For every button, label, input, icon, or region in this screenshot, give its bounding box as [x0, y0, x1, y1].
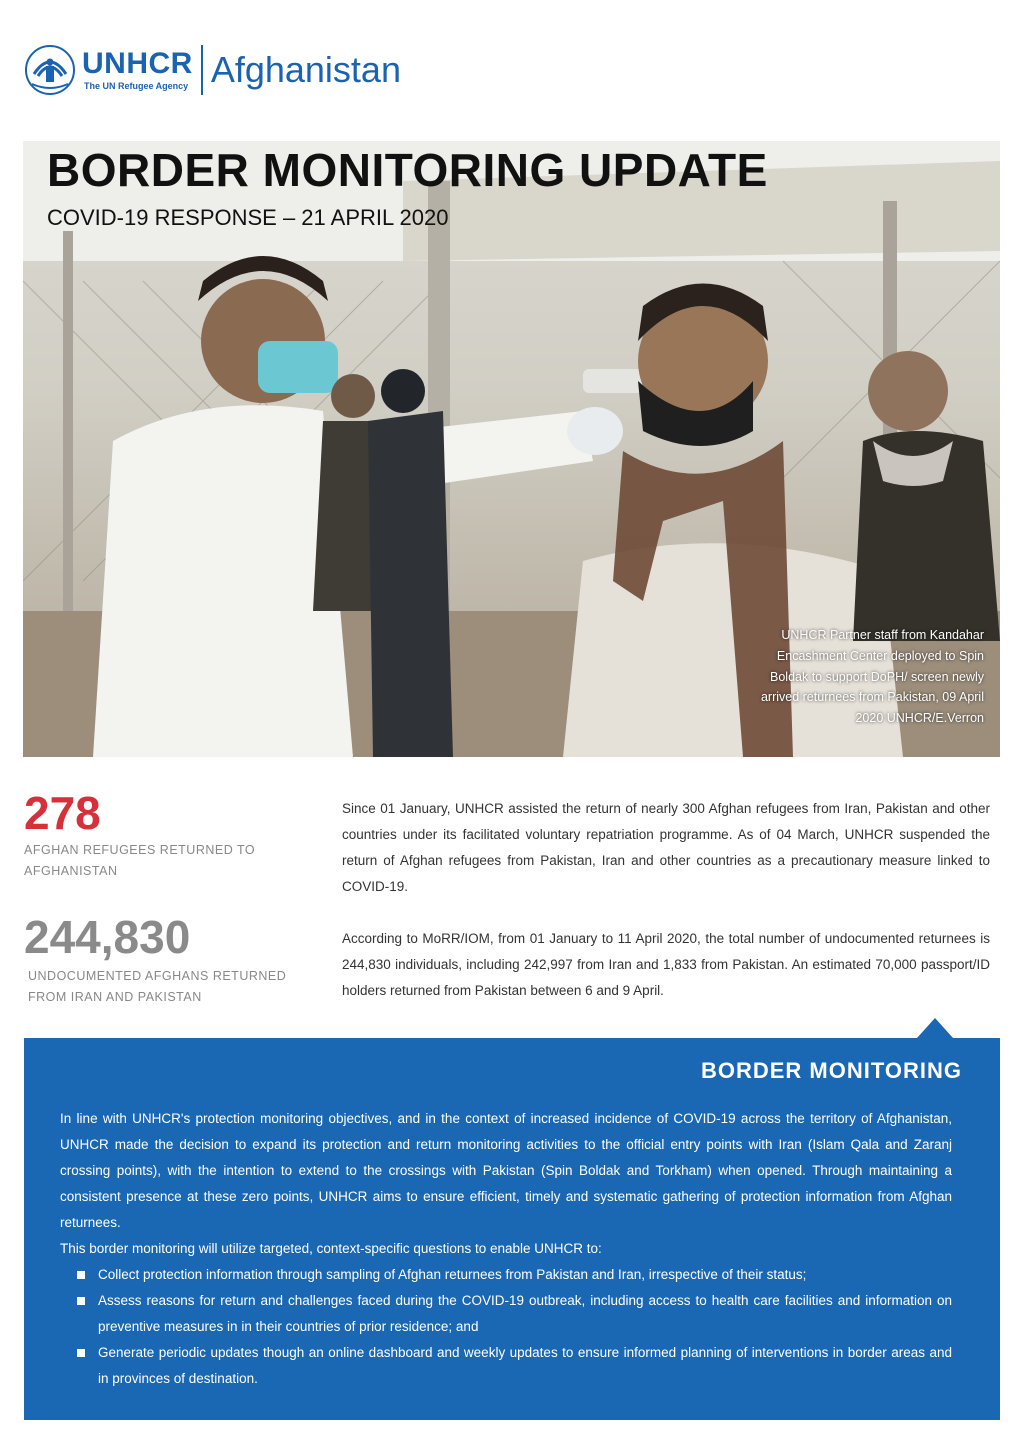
- country-name: Afghanistan: [210, 49, 401, 90]
- border-monitoring-section: [24, 1038, 1000, 1420]
- brand-tagline: The UN Refugee Agency: [84, 81, 189, 91]
- list-item: [60, 1288, 952, 1340]
- section-title: BORDER MONITORING: [700, 1058, 962, 1083]
- page-subtitle: COVID-19 RESPONSE – 21 APRIL 2020: [47, 205, 449, 230]
- list-item: [60, 1340, 952, 1392]
- list-item-text: Collect protection information through sampling of Afghan returnees from Pakistan and Iran, irrespective of their status;: [98, 1267, 807, 1282]
- intro-paragraph: Since 01 January, UNHCR assisted the return of nearly 300 Afghan refugees from Iran, Pakistan and other countries under its facilitated voluntary repatriation programme. As of 04 March, UNHCR suspended the return of Afghan refugees from Pakistan, Iran and other countries as a precautionary measure linked to COVID-19.: [342, 801, 990, 894]
- intro-paragraph: According to MoRR/IOM, from 01 January to 11 April 2020, the total number of undocumented returnees is 244,830 individuals, including 242,997 from Iran and 1,833 from Pakistan. An estimated 70,000 passport/ID holders returned from Pakistan between 6 and 9 April.: [342, 931, 990, 998]
- unhcr-emblem-icon: [24, 44, 76, 96]
- stat-undocumented-returned-value: 244,830: [24, 911, 191, 963]
- logo-divider: [201, 45, 203, 95]
- square-bullet-icon: [77, 1271, 85, 1279]
- list-item: [60, 1262, 952, 1288]
- square-bullet-icon: [77, 1349, 85, 1357]
- section-paragraph: In line with UNHCR's protection monitoring objectives, and in the context of increased incidence of COVID-19 across the territory of Afghanistan, UNHCR made the decision to expand its protection and return monitoring activities to the official entry points with Iran (Islam Qala and Zaranj crossing points), with the intention to extend to the crossings with Pakistan (Spin Boldak and Torkham) when opened. Through maintaining a consistent presence at these zero points, UNHCR aims to ensure efficient, timely and systematic gathering of protection information from Afghan returnees.: [60, 1111, 952, 1230]
- list-item-text: Generate periodic updates though an online dashboard and weekly updates to ensure informed planning of interventions in border areas and in provinces of destination.: [98, 1345, 952, 1386]
- section-notch: [917, 1018, 953, 1038]
- hero-photo: [23, 141, 1000, 757]
- page-title: BORDER MONITORING UPDATE: [47, 144, 768, 196]
- list-item-text: Assess reasons for return and challenges faced during the COVID-19 outbreak, including access to health care facilities and information on preventive measures in in their countries of prior residence; and: [98, 1293, 952, 1334]
- stat-undocumented-returned-label: UNDOCUMENTED AFGHANS RETURNED FROM IRAN AND PAKISTAN: [28, 969, 287, 1004]
- objectives-list: [60, 1262, 952, 1392]
- unhcr-logo: [24, 44, 401, 96]
- square-bullet-icon: [77, 1297, 85, 1305]
- photo-caption: UNHCR Partner staff from Kandahar Encashment Center deployed to Spin Boldak to support DoPH/ screen newly arrived returnees from Pakistan, 09 April 2020 UNHCR/E.Verron: [760, 628, 984, 726]
- intro-text: [342, 796, 990, 1030]
- brand-name: UNHCR: [82, 47, 193, 80]
- stat-refugees-returned-value: 278: [24, 787, 101, 839]
- section-body: [60, 1106, 952, 1392]
- section-paragraph: This border monitoring will utilize targeted, context-specific questions to enable UNHCR to:: [60, 1241, 602, 1256]
- stat-refugees-returned-label: AFGHAN REFUGEES RETURNED TO AFGHANISTAN: [24, 843, 256, 878]
